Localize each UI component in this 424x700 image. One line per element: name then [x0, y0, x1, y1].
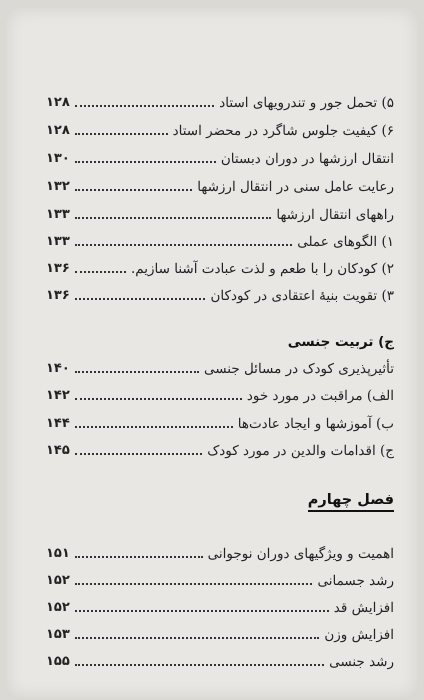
leader-dots: [75, 398, 242, 400]
toc-entry-title: ۶) کیفیت جلوس شاگرد در محضر استاد: [172, 123, 394, 139]
leader-dots: [75, 298, 206, 300]
toc-entry: [46, 281, 394, 305]
toc-page-number: ۱۴۲: [46, 388, 70, 403]
toc-entry: [46, 593, 394, 617]
toc-entry-title: ۲) کودکان را با طعم و لذت عبادت آشنا سازیم.: [130, 261, 394, 277]
toc-page-number: ۱۳۶: [46, 261, 70, 276]
toc-page-number: ۱۵۱: [46, 546, 70, 561]
section-heading: ج) تربیت جنسی: [287, 334, 394, 350]
toc-page-number: ۱۴۰: [46, 361, 70, 376]
toc-entry-title: الف) مراقبت در مورد خود: [246, 388, 394, 404]
leader-dots: [75, 426, 233, 428]
toc-entry: [46, 354, 394, 378]
leader-dots: [75, 583, 313, 585]
leader-dots: [75, 105, 214, 107]
toc-page-number: ۱۳۶: [46, 288, 70, 303]
toc-entry: [46, 200, 394, 224]
toc-entry: [46, 539, 394, 563]
leader-dots: [75, 133, 168, 135]
leader-dots: [75, 271, 126, 273]
toc-entry: [46, 172, 394, 196]
toc-entry-title: افزایش وزن: [324, 627, 394, 643]
leader-dots: [75, 189, 192, 191]
toc-page-number: ۱۴۵: [46, 443, 70, 458]
toc-entry: [46, 144, 394, 168]
toc-page-number: ۱۵۳: [46, 627, 70, 642]
toc-entry-title: افزایش قد: [333, 600, 394, 616]
toc-entry-title: رشد جنسی: [329, 654, 394, 670]
toc-page-number: ۱۳۰: [46, 151, 70, 166]
leader-dots: [75, 610, 329, 612]
leader-dots: [75, 371, 199, 373]
toc-entry-title: انتقال ارزشها در دوران دبستان: [220, 151, 394, 167]
toc-entry: [46, 88, 394, 112]
toc-entry: [46, 381, 394, 405]
toc-page-number: ۱۴۴: [46, 416, 70, 431]
toc-entry: [46, 227, 394, 251]
toc-entry: [46, 566, 394, 590]
toc-entry: [46, 647, 394, 671]
toc-page-number: ۱۵۲: [46, 573, 70, 588]
toc-entry: [46, 409, 394, 433]
toc-page-number: ۱۵۵: [46, 654, 70, 669]
leader-dots: [75, 664, 324, 666]
toc-entry: [46, 436, 394, 460]
toc-entry: [46, 620, 394, 644]
toc-entry-title: رشد جسمانی: [317, 573, 394, 589]
leader-dots: [75, 637, 320, 639]
toc-entry: [46, 254, 394, 278]
toc-entry-title: ۱) الگوهای عملی: [297, 234, 394, 250]
toc-page-number: ۱۲۸: [46, 123, 70, 138]
toc-entry-title: تأثیرپذیری کودک در مسائل جنسی: [203, 361, 394, 377]
toc-entry-title: ج) اقدامات والدین در مورد کودک: [207, 443, 394, 459]
toc-page-number: ۱۳۳: [46, 207, 70, 222]
toc-page-number: ۱۵۲: [46, 600, 70, 615]
leader-dots: [75, 217, 272, 219]
toc-page-number: ۱۳۳: [46, 234, 70, 249]
book-page: [6, 8, 418, 698]
leader-dots: [75, 244, 292, 246]
toc-entry-title: اهمیت و ویژگیهای دوران نوجوانی: [207, 546, 394, 562]
toc-entry-title: رعایت عامل سنی در انتقال ارزشها: [197, 179, 394, 195]
toc-entry: [46, 116, 394, 140]
toc-page-number: ۱۳۲: [46, 179, 70, 194]
toc-entry-title: راههای انتقال ارزشها: [276, 207, 394, 223]
chapter-heading: فصل چهارم: [308, 492, 394, 512]
toc-entry-title: ۳) تقویت بنیهٔ اعتقادی در کودکان: [210, 288, 394, 304]
toc-page-number: ۱۲۸: [46, 95, 70, 110]
toc-entry-title: ۵) تحمل جور و تندرویهای استاد: [219, 95, 394, 111]
leader-dots: [75, 453, 202, 455]
toc-entry-title: ب) آموزشها و ایجاد عادت‌ها: [237, 416, 394, 432]
leader-dots: [75, 161, 216, 163]
leader-dots: [75, 556, 203, 558]
